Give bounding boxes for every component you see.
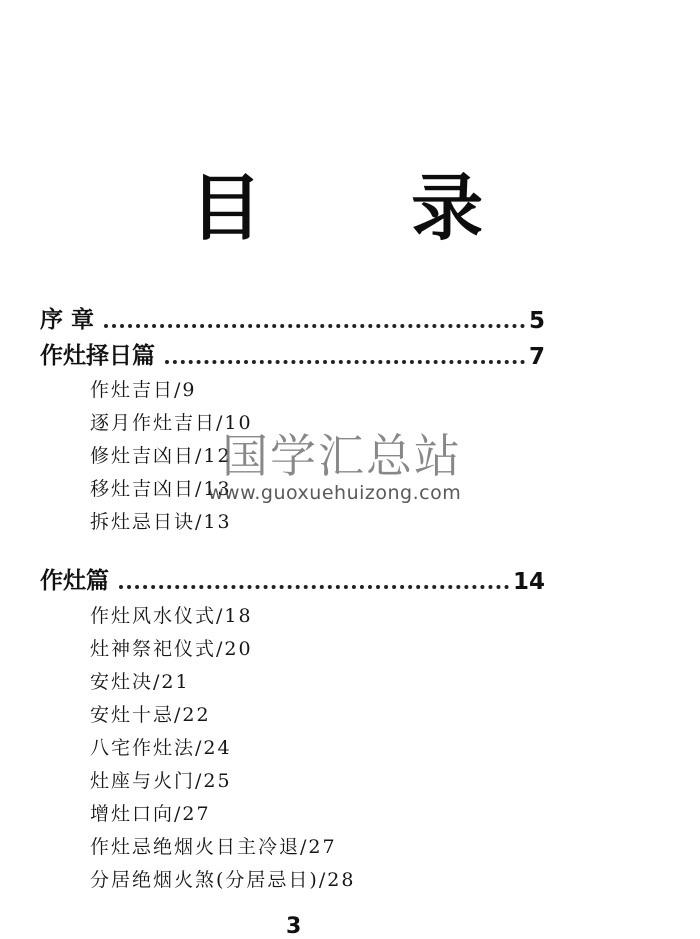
toc-entry: 增灶口向/27: [90, 803, 211, 825]
toc-entry: 移灶吉凶日/13: [90, 478, 232, 500]
dot-leader: [104, 324, 525, 328]
toc-entry: 作灶风水仪式/18: [90, 605, 253, 627]
section-page-number: 7: [528, 344, 545, 370]
toc-entry: 作灶吉日/9: [90, 379, 197, 401]
section-label: 作灶择日篇: [40, 343, 155, 369]
toc-entry: 拆灶忌日诀/13: [90, 511, 232, 533]
toc-section-stove: [40, 563, 545, 595]
toc-entry: 八宅作灶法/24: [90, 737, 232, 759]
toc-section-preface: [40, 302, 545, 334]
watermark-name: 国学汇总站: [222, 429, 462, 483]
toc-entry: 安灶决/21: [90, 671, 190, 693]
section-label: 序 章: [40, 307, 95, 333]
section-page-number: 5: [528, 308, 545, 334]
section-page-number: 14: [512, 569, 545, 595]
toc-entry: 灶座与火门/25: [90, 770, 232, 792]
section-label: 作灶篇: [40, 568, 109, 594]
page-number: 3: [286, 914, 302, 939]
toc-entry: 作灶忌绝烟火日主冷退/27: [90, 836, 337, 858]
page-title: 目 录: [190, 166, 546, 250]
toc-entry: 灶神祭祀仪式/20: [90, 638, 253, 660]
dot-leader: [165, 360, 525, 364]
toc-entry: 安灶十忌/22: [90, 704, 211, 726]
watermark-url: www.guoxuehuizong.com: [208, 482, 462, 504]
dot-leader: [119, 585, 509, 589]
toc-entry: 修灶吉凶日/12: [90, 445, 232, 467]
toc-entry: 分居绝烟火煞(分居忌日)/28: [90, 869, 356, 891]
toc-entry: 逐月作灶吉日/10: [90, 412, 253, 434]
toc-section-stove-date: [40, 338, 545, 370]
